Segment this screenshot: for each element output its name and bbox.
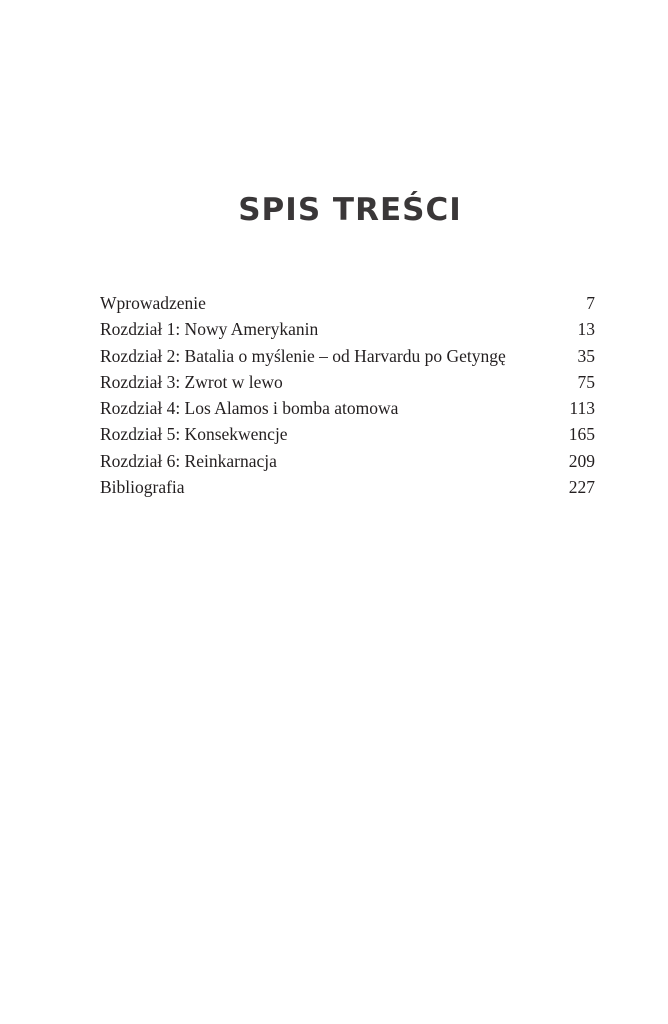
toc-entry-label: Wprowadzenie <box>100 293 206 313</box>
toc-entry-chapter-3 <box>100 369 595 395</box>
toc-entry-label: Rozdział 4: Los Alamos i bomba atomowa <box>100 398 399 419</box>
toc-entry-chapter-6 <box>100 448 595 474</box>
table-of-contents <box>100 290 595 500</box>
toc-entry-label: Rozdział 5: Konsekwencje <box>100 424 288 445</box>
toc-entry-label: Rozdział 3: Zwrot w lewo <box>100 371 283 392</box>
toc-entry-label: Rozdział 1: Nowy Amerykanin <box>100 319 319 340</box>
toc-entry-chapter-5 <box>100 421 595 447</box>
toc-entry-page-number: 7 <box>586 293 595 313</box>
toc-entry-label: Bibliografia <box>100 477 185 498</box>
toc-entry-introduction <box>100 290 595 316</box>
toc-entry-page-number: 35 <box>577 345 595 366</box>
toc-entry-page-number: 75 <box>577 371 595 392</box>
page-title: SPIS TREŚCI <box>238 192 462 228</box>
toc-entry-chapter-2 <box>100 343 595 369</box>
toc-entry-label: Rozdział 2: Batalia o myślenie – od Harvardu po Getyngę <box>100 345 506 366</box>
toc-entry-page-number: 165 <box>568 424 595 445</box>
toc-entry-chapter-1 <box>100 316 595 342</box>
toc-entry-page-number: 13 <box>577 319 595 340</box>
toc-entry-page-number: 113 <box>569 398 595 419</box>
toc-entry-bibliography <box>100 474 595 500</box>
toc-entry-page-number: 227 <box>568 477 595 498</box>
toc-entry-label: Rozdział 6: Reinkarnacja <box>100 450 277 471</box>
toc-entry-chapter-4 <box>100 395 595 421</box>
toc-entry-page-number: 209 <box>568 450 595 471</box>
